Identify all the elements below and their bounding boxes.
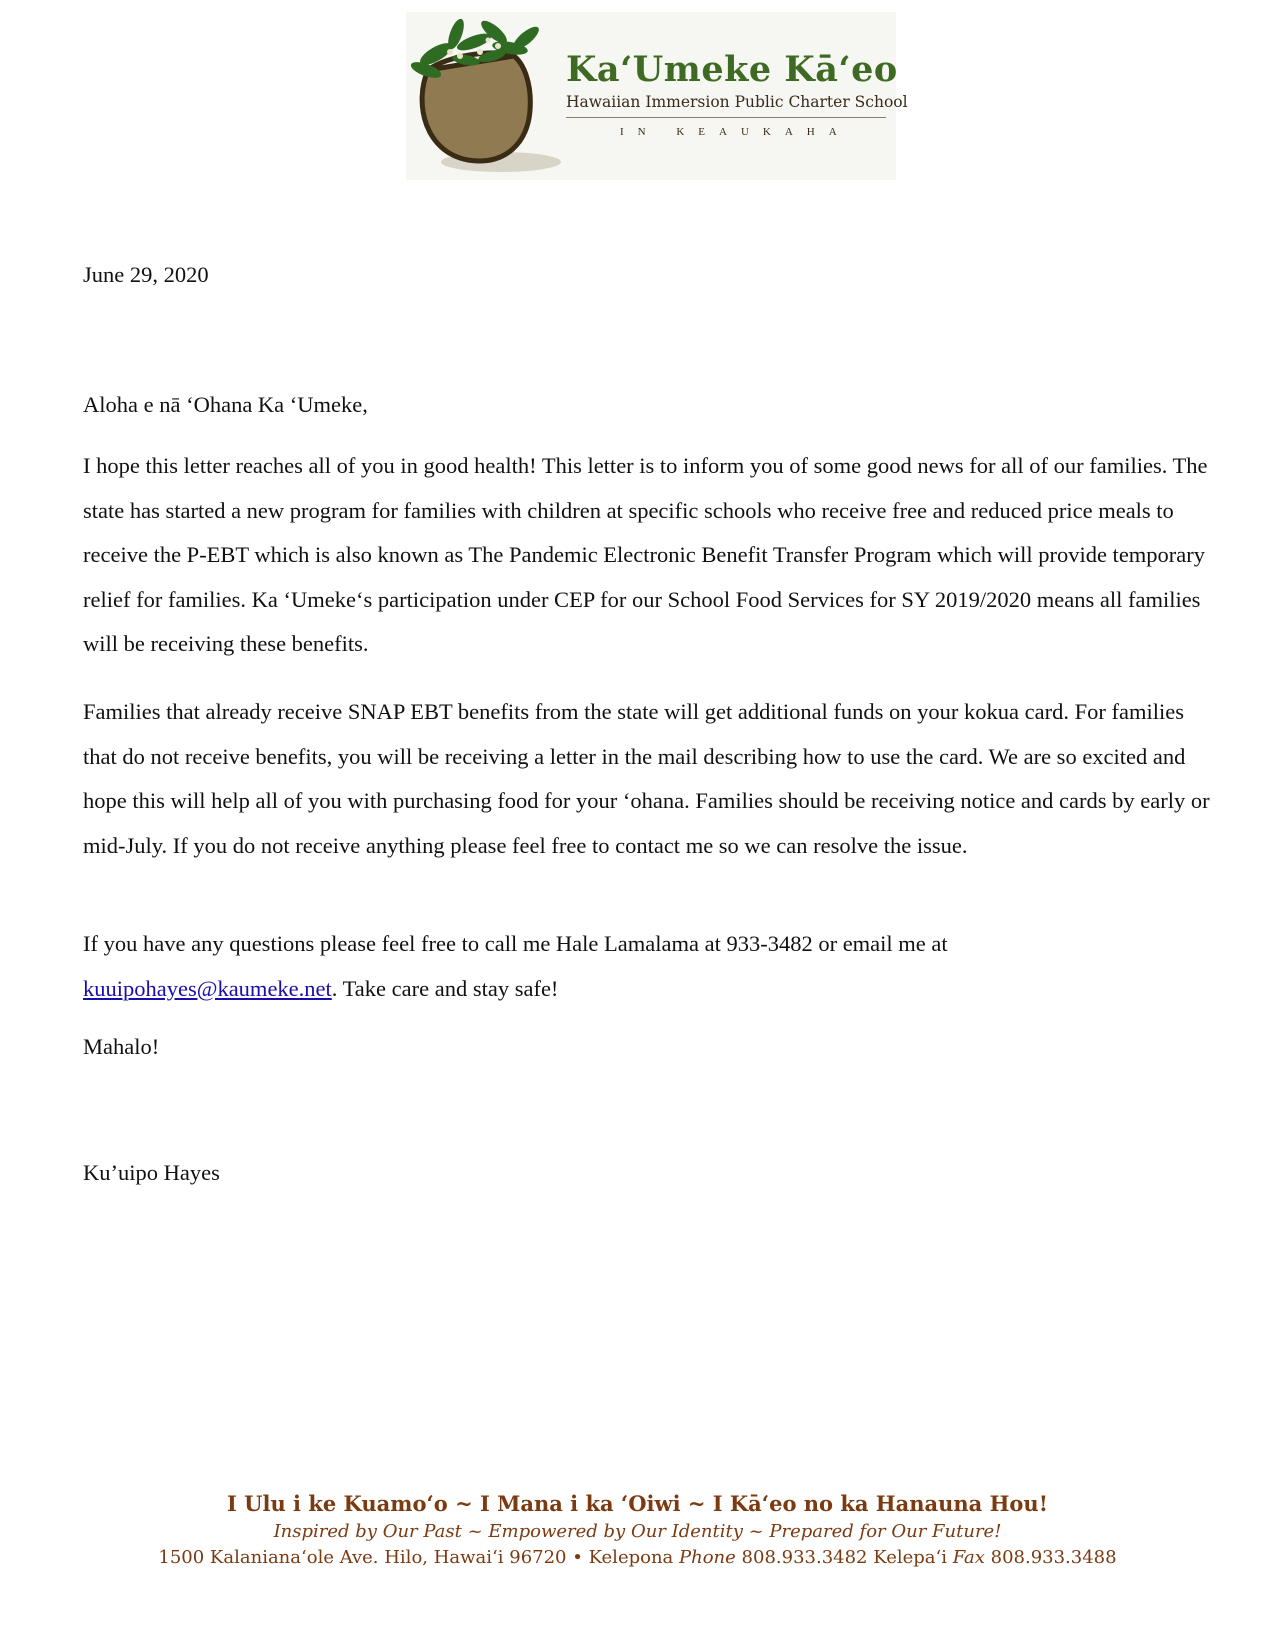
footer-phone: 808.933.3482 Kelepa‘i [741, 1547, 947, 1568]
logo-text [566, 49, 908, 138]
letter-paragraph-1: I hope this letter reaches all of you in good health! This letter is to inform you of some good news for all of our families. The state has started a new program for families with children at specific schools who receive free and reduced price meals to receive the P-EBT which is also known as The Pandemic Electronic Benefit Transfer Program which will provide temporary relief for families. Ka ‘Umeke‘s participation under CEP for our School Food Services for SY 2019/2020 means all families will be receiving these benefits. [83, 453, 1208, 656]
footer-address [0, 1545, 1275, 1571]
phone-label: Phone [679, 1547, 736, 1568]
paragraph-3-ending: . Take care and stay safe! [331, 975, 559, 1001]
umeke-bowl-logo [406, 12, 576, 180]
paragraph-3-text: If you have any questions please feel free to call me Hale Lamalama at 933-3482 or email me at [83, 931, 948, 956]
letter-date: June 29, 2020 [83, 262, 209, 287]
fax-label: Fax [952, 1547, 985, 1568]
footer-street-address: 1500 Kalanianaʻole Ave. Hilo, Hawai‘i 96720 • Kelepona [158, 1547, 674, 1568]
letter-paragraph-3 [83, 922, 1213, 1011]
letterhead [406, 12, 908, 180]
footer-motto: I Ulu i ke Kuamo‘o ~ I Mana i ka ‘Oiwi ~ I Kā‘eo no ka Hanauna Hou! [227, 1491, 1048, 1516]
letter-signature: Ku’uipo Hayes [83, 1160, 220, 1185]
email-link[interactable]: kuuipohayes@kaumeke.net [83, 975, 332, 1001]
footer-motto-english: Inspired by Our Past ~ Empowered by Our Identity ~ Prepared for Our Future! [273, 1521, 1002, 1542]
letter-closing: Mahalo! [83, 1034, 160, 1059]
school-location: IN KEAUKAHA [620, 126, 851, 138]
letter-salutation: Aloha e nā ‘Ohana Ka ‘Umeke, [83, 392, 368, 417]
letterhead-divider [566, 117, 886, 118]
footer-fax: 808.933.3488 [990, 1547, 1117, 1568]
school-subtitle: Hawaiian Immersion Public Charter School [566, 93, 908, 111]
school-name: Ka‘Umeke Kā‘eo [566, 49, 898, 90]
letter-paragraph-2: Families that already receive SNAP EBT benefits from the state will get additional funds on your kokua card. For families that do not receive benefits, you will be receiving a letter in the mail describing how to use the card. We are so excited and hope this will help all of you with purchasing food for your ‘ohana. Families should be receiving notice and cards by early or mid-July. If you do not receive anything please feel free to contact me so we can resolve the issue. [83, 699, 1210, 858]
letter-footer [0, 1490, 1275, 1571]
